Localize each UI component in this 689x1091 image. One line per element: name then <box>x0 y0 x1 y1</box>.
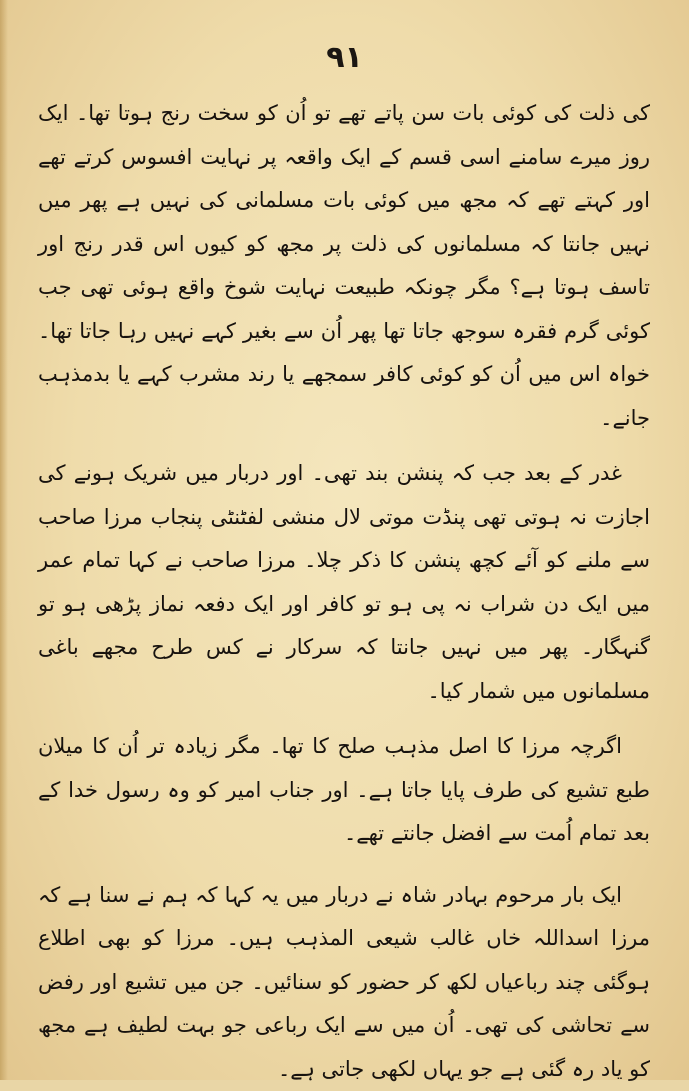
body-text <box>38 92 650 1091</box>
paragraph-2: غدر کے بعد جب کہ پنشن بند تھی۔ اور دربار میں شریک ہونے کی اجازت نہ ہوتی تھی پنڈت موتی لال منشی لفٹنٹی پنجاب مرزا صاحب سے ملنے کو آئے کچھ پنشن کا ذکر چلا۔ مرزا صاحب نے کہا تمام عمر میں ایک دن شراب نہ پی ہو تو کافر اور ایک دفعہ نماز پڑھی ہو تو گنہگار۔ پھر میں نہیں جانتا کہ سرکار نے کس طرح مجھے باغی مسلمانوں میں شمار کیا۔ <box>38 452 650 713</box>
page-number: ۹۱ <box>0 40 689 75</box>
paragraph-1: کی ذلت کی کوئی بات سن پاتے تھے تو اُن کو سخت رنج ہوتا تھا۔ ایک روز میرے سامنے اسی قسم کے ایک واقعہ پر نہایت افسوس کرتے تھے اور کہتے تھے کہ مجھ میں کوئی بات مسلمانی کی نہیں ہے پھر میں نہیں جانتا کہ مسلمانوں کی ذلت پر مجھ کو کیوں اس قدر رنج اور تاسف ہوتا ہے؟ مگر چونکہ طبیعت نہایت شوخ واقع ہوئی تھی جب کوئی گرم فقرہ سوجھ جاتا تھا پھر اُن سے بغیر کہے نہیں رہا جاتا تھا۔ خواہ اس میں اُن کو کوئی کافر سمجھے یا رند مشرب کہے یا بدمذہب جانے۔ <box>38 92 650 440</box>
paragraph-3: اگرچہ مرزا کا اصل مذہب صلح کا تھا۔ مگر زیادہ تر اُن کا میلان طبع تشیع کی طرف پایا جاتا ہے۔ اور جناب امیر کو وہ رسول خدا کے بعد تمام اُمت سے افضل جانتے تھے۔ <box>38 725 650 856</box>
paragraph-4: ایک بار مرحوم بہادر شاہ نے دربار میں یہ کہا کہ ہم نے سنا ہے کہ مرزا اسداللہ خاں غالب شیعی المذہب ہیں۔ مرزا کو بھی اطلاع ہوگئی چند رباعیاں لکھ کر حضور کو سنائیں۔ جن میں تشیع اور رفض سے تحاشی کی تھی۔ اُن میں سے ایک رباعی جو بہت لطیف ہے مجھ کو یاد رہ گئی ہے جو یہاں لکھی جاتی ہے۔ <box>38 874 650 1091</box>
page-edge-shadow <box>0 0 8 1080</box>
